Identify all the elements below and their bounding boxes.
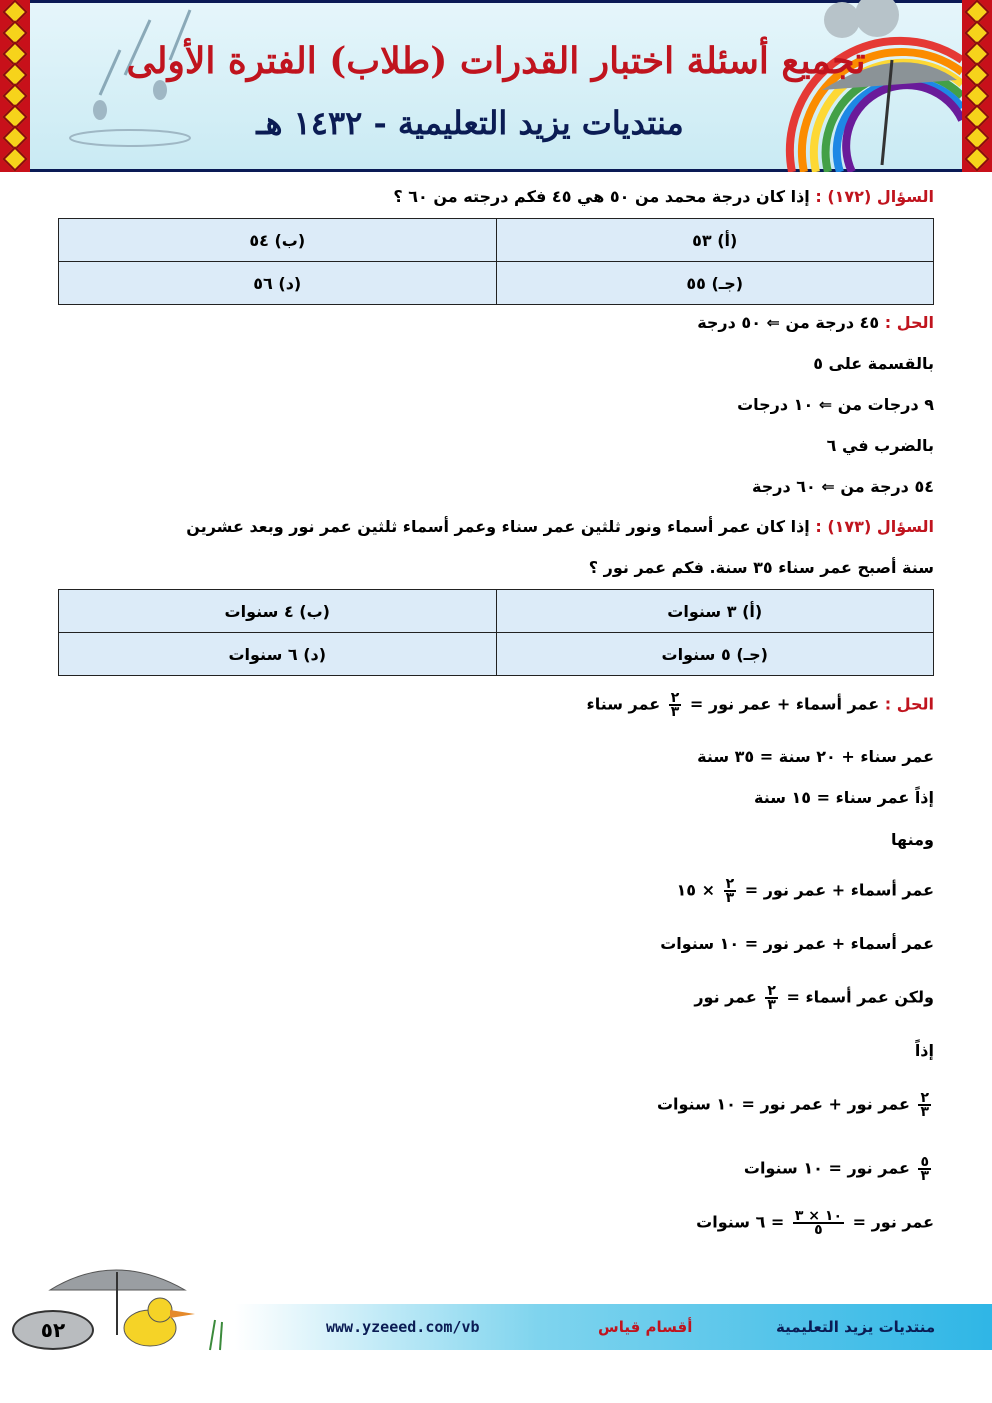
left-decorative-border [0,0,30,172]
fraction-final: $\frac{١٠ \times ٣}{٥}$ [794,1208,843,1238]
option-d[interactable]: (د) ٦ سنوات [59,633,497,676]
solution-step: ٤٥ درجة من ⇐ ٥٠ درجة [697,313,880,332]
equation-right: × ١٥ [676,880,716,900]
equation-left: ولكن عمر أسماء = [786,987,934,1007]
page-subtitle: منتديات يزيد التعليمية - ١٤٣٢ هـ [256,104,684,142]
question-text: إذا كان درجة محمد من ٥٠ هي ٤٥ فكم درجته من ٦٠ ؟ [393,187,810,206]
options-table-173 [58,589,934,676]
question-172 [58,186,934,208]
solution-173-step-1 [58,692,934,718]
right-decorative-border [962,0,992,172]
header-banner [0,0,992,172]
footer-section-link[interactable]: أقسام قياس [598,1318,693,1336]
question-text: إذا كان عمر أسماء ونور ثلثين عمر سناء وعمر أسماء ثلثين عمر نور وبعد عشرين [186,517,810,536]
fraction-two-thirds: $\frac{٢}{٣}$ [725,876,735,906]
equation-right: عمر سناء [586,694,661,714]
equation-right: عمر نور = ١٠ سنوات [743,1158,910,1178]
option-c[interactable]: (جـ) ٥٥ [496,262,934,305]
footer-url-link[interactable]: www.yzeeed.com/vb [326,1318,480,1336]
equation-left: عمر أسماء + عمر نور = [744,880,934,900]
option-b[interactable]: (ب) ٥٤ [59,219,497,262]
page-number-badge: ٥٢ [12,1310,94,1350]
option-c[interactable]: (جـ) ٥ سنوات [496,633,934,676]
equation-left: عمر أسماء + عمر نور = [689,694,880,714]
solution-173-step-6: عمر أسماء + عمر نور = ١٠ سنوات [660,934,934,953]
solution-173-step-11 [58,1210,934,1236]
solution-172-step-1 [58,312,934,334]
fraction-five-thirds: $\frac{٥}{٣}$ [920,1154,929,1184]
option-a[interactable]: (أ) ٥٣ [496,219,934,262]
rain-drops-icon [30,0,270,172]
page-title: تجميع أسئلة اختبار القدرات (طلاب) الفترة الأولى [126,40,866,82]
equation-right: عمر نور + عمر نور = ١٠ سنوات [656,1094,910,1114]
solution-173-step-8: إذاً [914,1041,934,1060]
fraction-two-thirds: $\frac{٢}{٣}$ [767,983,776,1013]
solution-173-step-10 [58,1156,934,1182]
solution-173-step-7 [58,985,934,1011]
equation-left: عمر نور = [852,1212,934,1232]
rainbow-umbrella-icon [782,0,962,172]
solution-172-step-2: بالقسمة على ٥ [813,354,934,373]
option-d[interactable]: (د) ٥٦ [59,262,497,305]
question-173-line-2: سنة أصبح عمر سناء ٣٥ سنة. فكم عمر نور ؟ [588,558,934,577]
solution-172-step-4: بالضرب في ٦ [826,436,934,455]
question-label: السؤال (١٧٢) : [815,187,934,206]
option-b[interactable]: (ب) ٤ سنوات [59,590,497,633]
footer-forum-name: منتديات يزيد التعليمية [776,1318,936,1336]
solution-173-step-9 [58,1092,934,1118]
options-table-172 [58,218,934,305]
solution-173-step-5 [58,878,934,904]
solution-label: الحل : [884,313,934,332]
question-173-line-1 [58,516,934,538]
solution-label: الحل : [884,694,934,714]
equation-right: عمر نور [694,987,757,1007]
solution-172-step-5: ٥٤ درجة من ⇐ ٦٠ درجة [752,477,934,496]
equation-right: = ٦ سنوات [696,1212,785,1232]
solution-172-step-3: ٩ درجات من ⇐ ١٠ درجات [737,395,934,414]
solution-173-step-3: إذاً عمر سناء = ١٥ سنة [753,788,934,807]
question-label: السؤال (١٧٣) : [815,517,934,536]
solution-173-step-2: عمر سناء + ٢٠ سنة = ٣٥ سنة [697,747,934,766]
option-a[interactable]: (أ) ٣ سنوات [496,590,934,633]
solution-173-step-4: ومنها [891,830,934,849]
fraction-two-thirds: $\frac{٢}{٣}$ [920,1090,929,1120]
fraction-two-thirds: $\frac{٢}{٣}$ [670,690,680,720]
banner-background [30,0,962,172]
